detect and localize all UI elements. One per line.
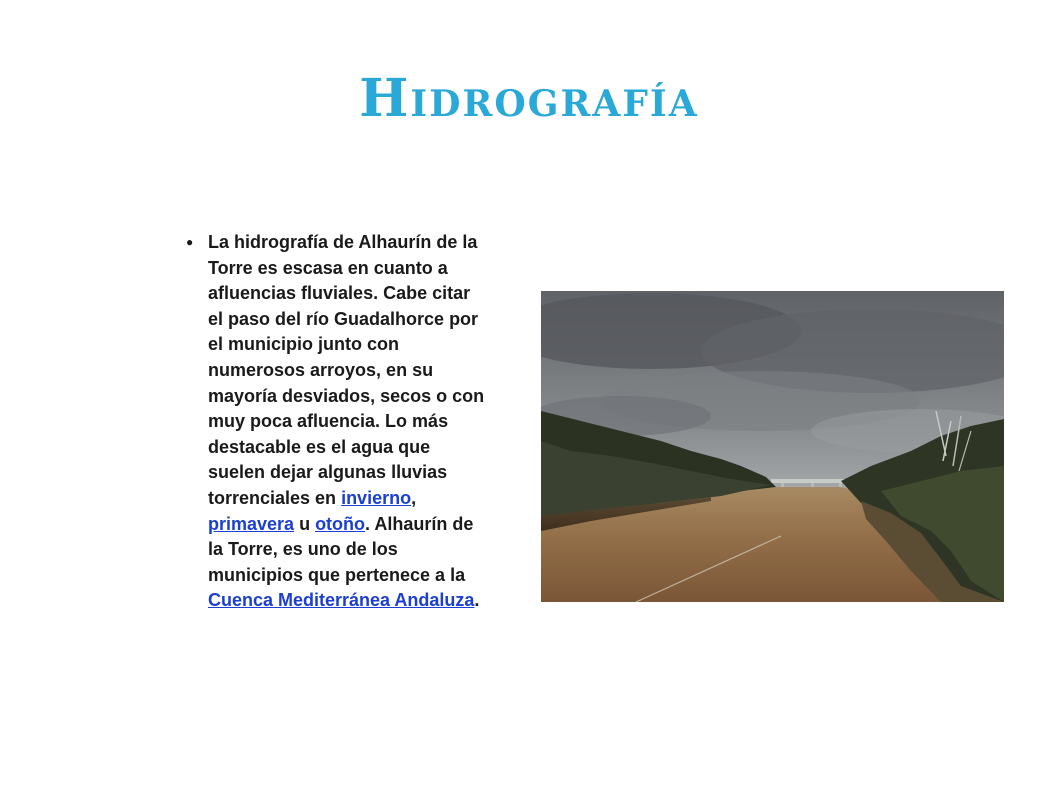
bullet-icon: ● [186, 235, 194, 249]
text-part-1: La hidrografía de Alhaurín de la Torre es escasa en cuanto a afluencias fluviales. Cabe citar el paso del río Guadalhorce por el municipio junto con numerosos arroyos, en su mayoría desviados, secos o con muy poca afluencia. Lo más destacable es el agua que suelen dejar algunas lluvias torrenciales en [208, 232, 485, 508]
bullet-paragraph [186, 230, 486, 614]
slide-title: Hidrografía [359, 68, 699, 129]
separator-2: u [294, 513, 316, 534]
river-photo [541, 291, 1004, 602]
text-part-2: . Alhaurín de la Torre, es uno de los municipios que pertenece a la [208, 513, 474, 585]
link-primavera[interactable]: primavera [208, 513, 295, 534]
link-otono[interactable]: otoño [315, 513, 366, 534]
link-cuenca-mediterranea[interactable]: Cuenca Mediterránea Andaluza [208, 590, 475, 611]
text-part-3: . [474, 590, 480, 611]
separator-1: , [411, 487, 417, 508]
paragraph-text [208, 230, 486, 614]
link-invierno[interactable]: invierno [341, 487, 412, 508]
